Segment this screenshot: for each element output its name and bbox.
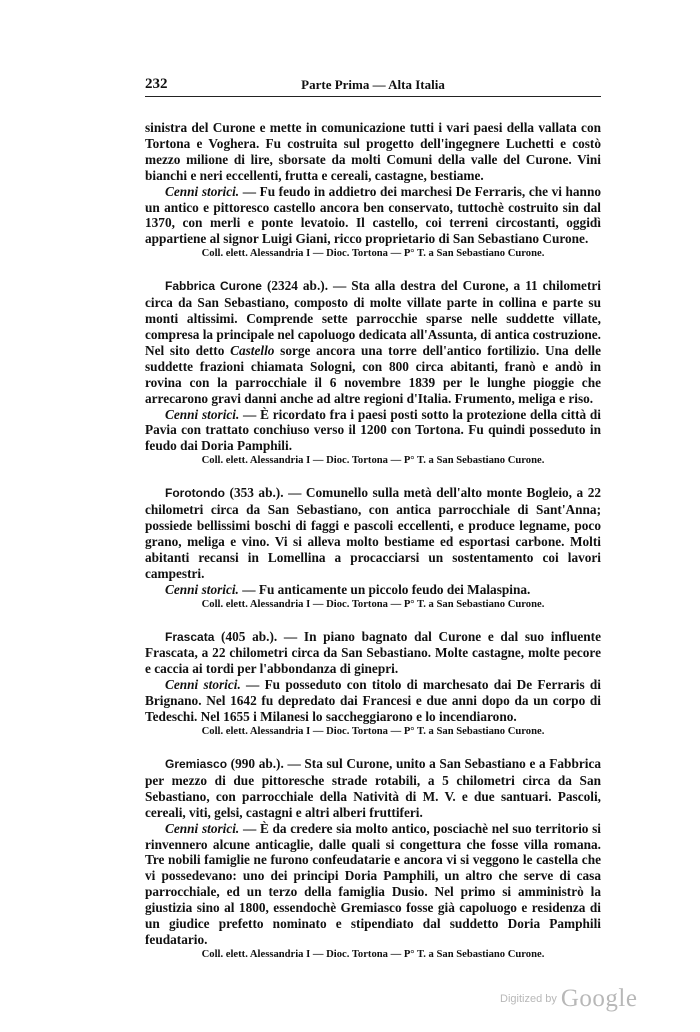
history-text: — Fu posseduto con titolo di marchesato dai De Ferraris di Brignano. Nel 1642 fu depredato dai Francesi e due anni dopo da un corpo di Tedeschi. Nel 1655 i Milanesi lo saccheggiarono e lo incendiarono.	[145, 677, 601, 725]
entry-name: Forotondo	[165, 486, 225, 501]
entry-italic-word: Castello	[230, 342, 275, 358]
history-paragraph	[145, 677, 601, 725]
history-paragraph	[145, 184, 601, 248]
history-text: — Fu anticamente un piccolo feudo dei Malaspina.	[238, 581, 531, 597]
admin-note: Coll. elett. Alessandria I — Dioc. Tortona — P° T. a San Sebastiano Curone.	[201, 455, 545, 467]
history-label: Cenni storici.	[165, 677, 241, 693]
entry-text: (405 ab.). — In piano bagnato dal Curone e dal suo influente Frascata, a 22 chilometri circa da San Sebastiano. Molte castagne, molte pecore e caccia ai tordi per l'abbondanza di ginepri.	[145, 628, 601, 677]
digitized-watermark	[500, 985, 660, 1015]
entry-gremiasco	[145, 756, 601, 821]
admin-note: Coll. elett. Alessandria I — Dioc. Tortona — P° T. a San Sebastiano Curone.	[201, 248, 545, 260]
entry-text: (990 ab.). — Sta sul Curone, unito a San Sebastiano e a Fabbrica per mezzo di due pittoresche strade rotabili, a 5 chilometri circa da San Sebastiano, con parrocchiale della Natività di M. V. e due santuari. Pascoli, cereali, viti, gelsi, castagni e altri alberi fruttiferi.	[145, 756, 601, 820]
entry-name: Fabbrica Curone	[165, 279, 262, 294]
watermark-prefix: Digitized by	[500, 993, 557, 1005]
history-paragraph	[145, 407, 601, 455]
entry-name: Gremiasco	[165, 757, 228, 771]
admin-note: Coll. elett. Alessandria I — Dioc. Tortona — P° T. a San Sebastiano Curone.	[201, 948, 545, 960]
entry-text: (353 ab.). — Comunello sulla metà dell'alto monte Bogleio, a 22 chilometri circa da San Sebastiano, con antica parrocchiale di Sant'Anna; possiede bellissimi boschi di faggi e pascoli eccellenti, e produce legname, poco grano, meliga e vino. Vi si alleva molto bestiame ed esportasi carbone. Molti abitanti recansi in Lomellina a procacciarsi un sostentamento coi lavori campestri.	[145, 485, 601, 581]
entry-spacer	[145, 739, 601, 756]
history-text: — Fu feudo in addietro dei marchesi De Ferraris, che vi hanno un antico e pittoresco castello ancora ben conservato, tuttochè costruito sin dal 1370, con merli e ponte levatoio. Il castello, coi terreni circostanti, oggidì appartiene al signor Luigi Giani, ricco proprietario di San Sebastiano Curone.	[145, 183, 601, 247]
google-logo-icon: Google	[560, 985, 638, 1012]
entry-spacer	[145, 261, 601, 278]
admin-note: Coll. elett. Alessandria I — Dioc. Tortona — P° T. a San Sebastiano Curone.	[201, 598, 545, 610]
history-label: Cenni storici.	[165, 183, 240, 199]
main-text	[145, 120, 601, 962]
entry-forotondo	[145, 485, 601, 581]
entry-text-end: sorge ancora una torre dell'antico fortilizio. Una delle suddette frazioni chiamata Sologni, con 800 circa abitanti, franò e andò in rovina con la parrocchiale il 6 novembre 1839 per le lunghe pioggie che arrecarono gravi danni anche ad altre regioni d'Italia. Frumento, meliga e riso.	[145, 342, 601, 406]
entry-text: (2324 ab.). — Sta alla destra del Curone, a 11 chilometri circa da San Sebastiano, composto di molte villate parte in collina e parte su monti altissimi. Comprende sette parrocchie sparse nelle suddette villate, compresa la principale nel capoluogo dedicata all'Assunta, di antica costruzione. Nel sito detto	[145, 278, 601, 358]
history-text: — È ricordato fra i paesi posti sotto la protezione della città di Pavia con trattato conchiuso verso il 1200 con Tortona. Fu quindi posseduto in feudo dai Doria Pamphili.	[145, 406, 601, 454]
entry-spacer	[145, 612, 601, 629]
entry-continuation-text: sinistra del Curone e mette in comunicazione tutti i vari paesi della vallata con Tortona e Voghera. Fu costruita sul progetto dell'ingegnere Luchetti e costò mezzo milione di lire, sborsate da molti Comuni della valle del Curone. Vini bianchi e neri eccellenti, frutta e cereali, castagne, bestiame.	[145, 120, 601, 183]
history-paragraph	[145, 821, 601, 948]
admin-note: Coll. elett. Alessandria I — Dioc. Tortona — P° T. a San Sebastiano Curone.	[201, 726, 545, 737]
history-label: Cenni storici.	[165, 820, 240, 836]
history-label: Cenni storici.	[165, 581, 239, 597]
header-title: Parte Prima — Alta Italia	[301, 77, 445, 92]
entry-name: Frascata	[165, 629, 215, 644]
entry-fabbrica-curone	[145, 278, 601, 406]
page-number: 232	[145, 76, 168, 92]
entry-spacer	[145, 468, 601, 485]
entry-frascata	[145, 629, 601, 678]
history-paragraph	[145, 582, 601, 598]
history-label: Cenni storici.	[165, 406, 240, 422]
running-header	[145, 76, 601, 97]
history-text: — È da credere sia molto antico, posciachè nel suo territorio si rinvennero alcune anticaglie, dalle quali si congettura che fosse villa romana. Tre nobili famiglie ne furono confeudatarie e ancora vi si veggono le castella che vi possedevano: uno dei principi Doria Pamphili, un altro che serve di casa parrocchiale, ed un terzo della famiglia Dusio. Nel primo si amministrò la giustizia sino al 1800, essendochè Gremiasco fosse già capoluogo e residenza di un giudice prefetto nominato e stipendiato dal suddetto Doria Pamphili feudatario.	[145, 820, 602, 947]
